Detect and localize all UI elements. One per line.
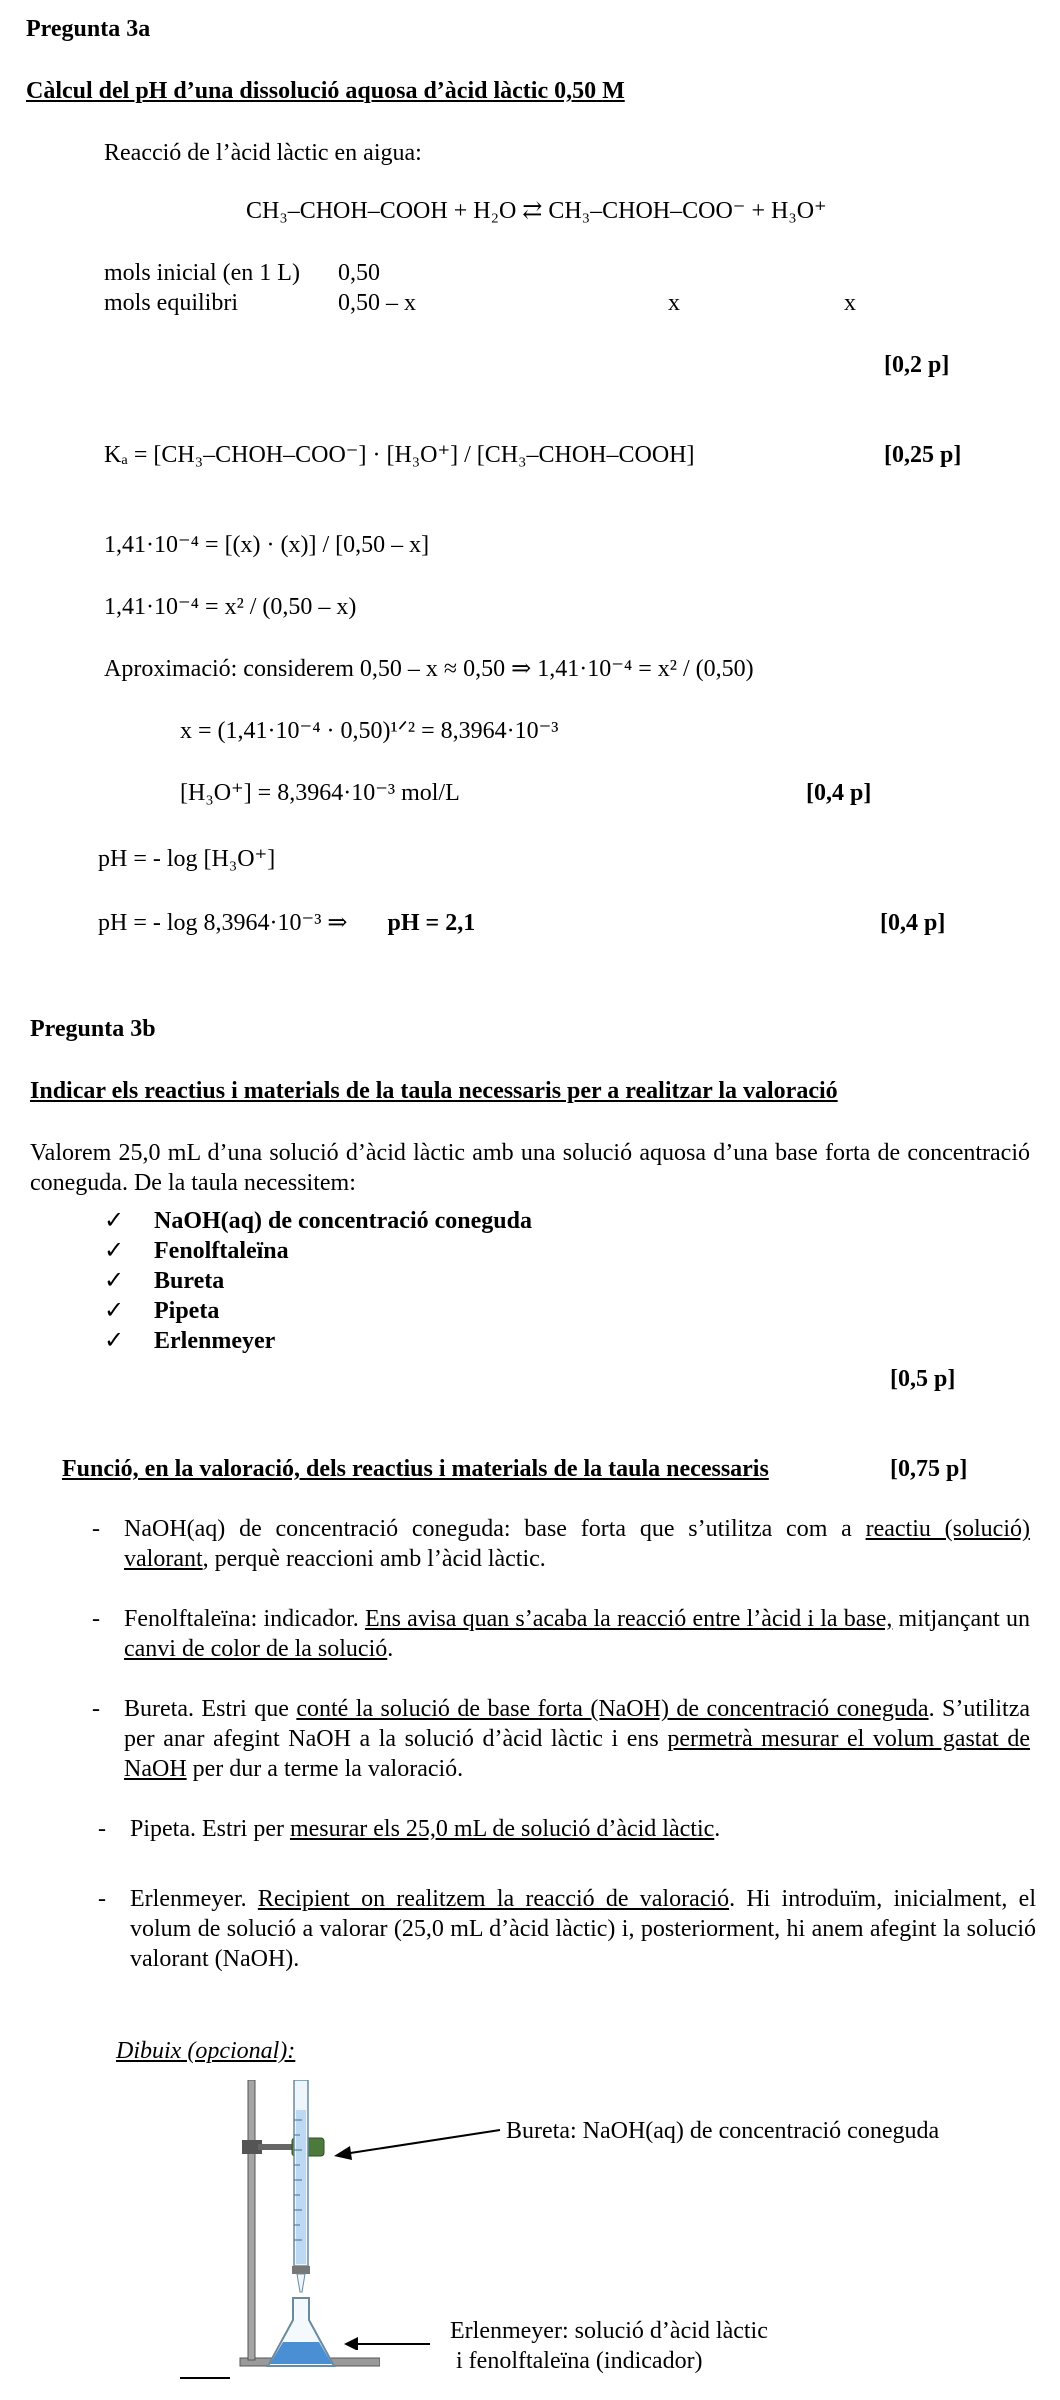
- ph-calculation: pH = - log 8,3964·10⁻³ ⇒ pH = 2,1: [98, 910, 476, 936]
- calc-line-1: 1,41·10⁻⁴ = [(x) · (x)] / [0,50 – x]: [104, 532, 430, 558]
- score-3: [0,4 p]: [806, 780, 872, 806]
- burette-tip: [297, 2274, 305, 2292]
- reaction-equation: CH₃–CHOH–COOH + H₂O ⇄ CH₃–CHOH–COO⁻ + H₃O⁺: [246, 198, 827, 224]
- score-6: [0,75 p]: [890, 1456, 968, 1482]
- equilibrium-arrow-icon: ⇄: [522, 198, 543, 224]
- function-item-naoh: - NaOH(aq) de concentració coneguda: base forta que s’utilitza com a reactiu (solució) valorant, perquè reaccioni amb l’àcid làctic.: [92, 1516, 1030, 1572]
- reaction-intro: Reacció de l’àcid làctic en aigua:: [104, 140, 422, 166]
- label-arrows: [330, 2110, 510, 2350]
- function-item-erlenmeyer: - Erlenmeyer. Recipient on realitzem la reacció de valoració. Hi introduïm, inicialment, el volum de solució a valorar (25,0 mL d’àcid làctic) i, posteriorment, hi anem afegint la solució valorant (NaOH).: [98, 1886, 1036, 1972]
- score-1: [0,2 p]: [884, 352, 950, 378]
- function-title: Funció, en la valoració, dels reactius i materials de la taula necessaris: [62, 1456, 769, 1482]
- q3b-intro: Valorem 25,0 mL d’una solució d’àcid làctic amb una solució aquosa d’una base forta de concentració coneguda. De la taula necessitem:: [30, 1140, 1030, 1196]
- mols-initial-value: 0,50: [338, 260, 380, 286]
- mols-eq-value: 0,50 – x: [338, 290, 416, 316]
- stand-rod: [248, 2080, 255, 2360]
- mols-eq-label: mols equilibri: [104, 290, 238, 316]
- label-bureta: Bureta: NaOH(aq) de concentració coneguda: [506, 2118, 940, 2144]
- function-item-pipeta: - Pipeta. Estri per mesurar els 25,0 mL de solució d’àcid làctic.: [98, 1816, 721, 1842]
- checklist-item: ✓ NaOH(aq) de concentració coneguda: [104, 1208, 532, 1234]
- score-4: [0,4 p]: [880, 910, 946, 936]
- drawing-label: Dibuix (opcional):: [116, 2038, 296, 2064]
- checklist-item: ✓ Pipeta: [104, 1298, 220, 1324]
- arrow-erlenmeyer-head: [344, 2337, 358, 2350]
- arrow-bureta-head: [334, 2146, 352, 2160]
- check-icon: ✓: [104, 1268, 125, 1294]
- arrow-bureta: [344, 2130, 500, 2154]
- score-2: [0,25 p]: [884, 442, 962, 468]
- approximation: Aproximació: considerem 0,50 – x ≈ 0,50 ⇒ 1,41·10⁻⁴ = x² / (0,50): [104, 656, 754, 682]
- q3b-title: Pregunta 3b: [30, 1016, 156, 1042]
- ph-result: pH = 2,1: [387, 910, 476, 936]
- h3o-concentration: [H₃O⁺] = 8,3964·10⁻³ mol/L: [180, 780, 460, 806]
- mols-eq-x1: x: [668, 290, 680, 316]
- label-erlenmeyer-indicator: i fenolftaleïna (indicador): [456, 2348, 703, 2374]
- function-item-fenolftaleina: - Fenolftaleïna: indicador. Ens avisa quan s’acaba la reacció entre l’àcid i la base, mitjançant un canvi de color de la solució.: [92, 1606, 1030, 1662]
- ph-definition: pH = - log [H₃O⁺]: [98, 846, 276, 872]
- function-item-bureta: - Bureta. Estri que conté la solució de base forta (NaOH) de concentració coneguda. S’utilitza per anar afegint NaOH a la solució d’àcid làctic i ens permetrà mesurar el volum gastat de NaOH per dur a terme la valoració.: [92, 1696, 1031, 1782]
- materials-checklist: [104, 1206, 532, 1356]
- score-5: [0,5 p]: [890, 1366, 956, 1392]
- mols-initial-label: mols inicial (en 1 L): [104, 260, 300, 286]
- check-icon: ✓: [104, 1238, 125, 1264]
- check-icon: ✓: [104, 1328, 125, 1354]
- q3a-subtitle: Càlcul del pH d’una dissolució aquosa d’àcid làctic 0,50 M: [26, 78, 625, 104]
- calc-line-2: 1,41·10⁻⁴ = x² / (0,50 – x): [104, 594, 357, 620]
- ka-expression: Kₐ = [CH₃–CHOH–COO⁻] · [H₃O⁺] / [CH₃–CHOH–COOH]: [104, 442, 695, 468]
- checklist-item: ✓ Bureta: [104, 1268, 225, 1294]
- checklist-item: ✓ Erlenmeyer: [104, 1328, 276, 1354]
- label-erlenmeyer: Erlenmeyer: solució d’àcid làctic: [450, 2318, 768, 2344]
- q3b-subtitle: Indicar els reactius i materials de la taula necessaris per a realitzar la valoració: [30, 1078, 838, 1104]
- check-icon: ✓: [104, 1298, 125, 1324]
- mols-eq-x2: x: [844, 290, 856, 316]
- check-icon: ✓: [104, 1208, 125, 1234]
- q3a-title: Pregunta 3a: [26, 16, 151, 42]
- burette-liquid: [296, 2110, 306, 2264]
- x-calculation: x = (1,41·10⁻⁴ · 0,50)¹ᐟ² = 8,3964·10⁻³: [180, 718, 559, 744]
- stopcock: [292, 2266, 310, 2274]
- checklist-item: ✓ Fenolftaleïna: [104, 1238, 289, 1264]
